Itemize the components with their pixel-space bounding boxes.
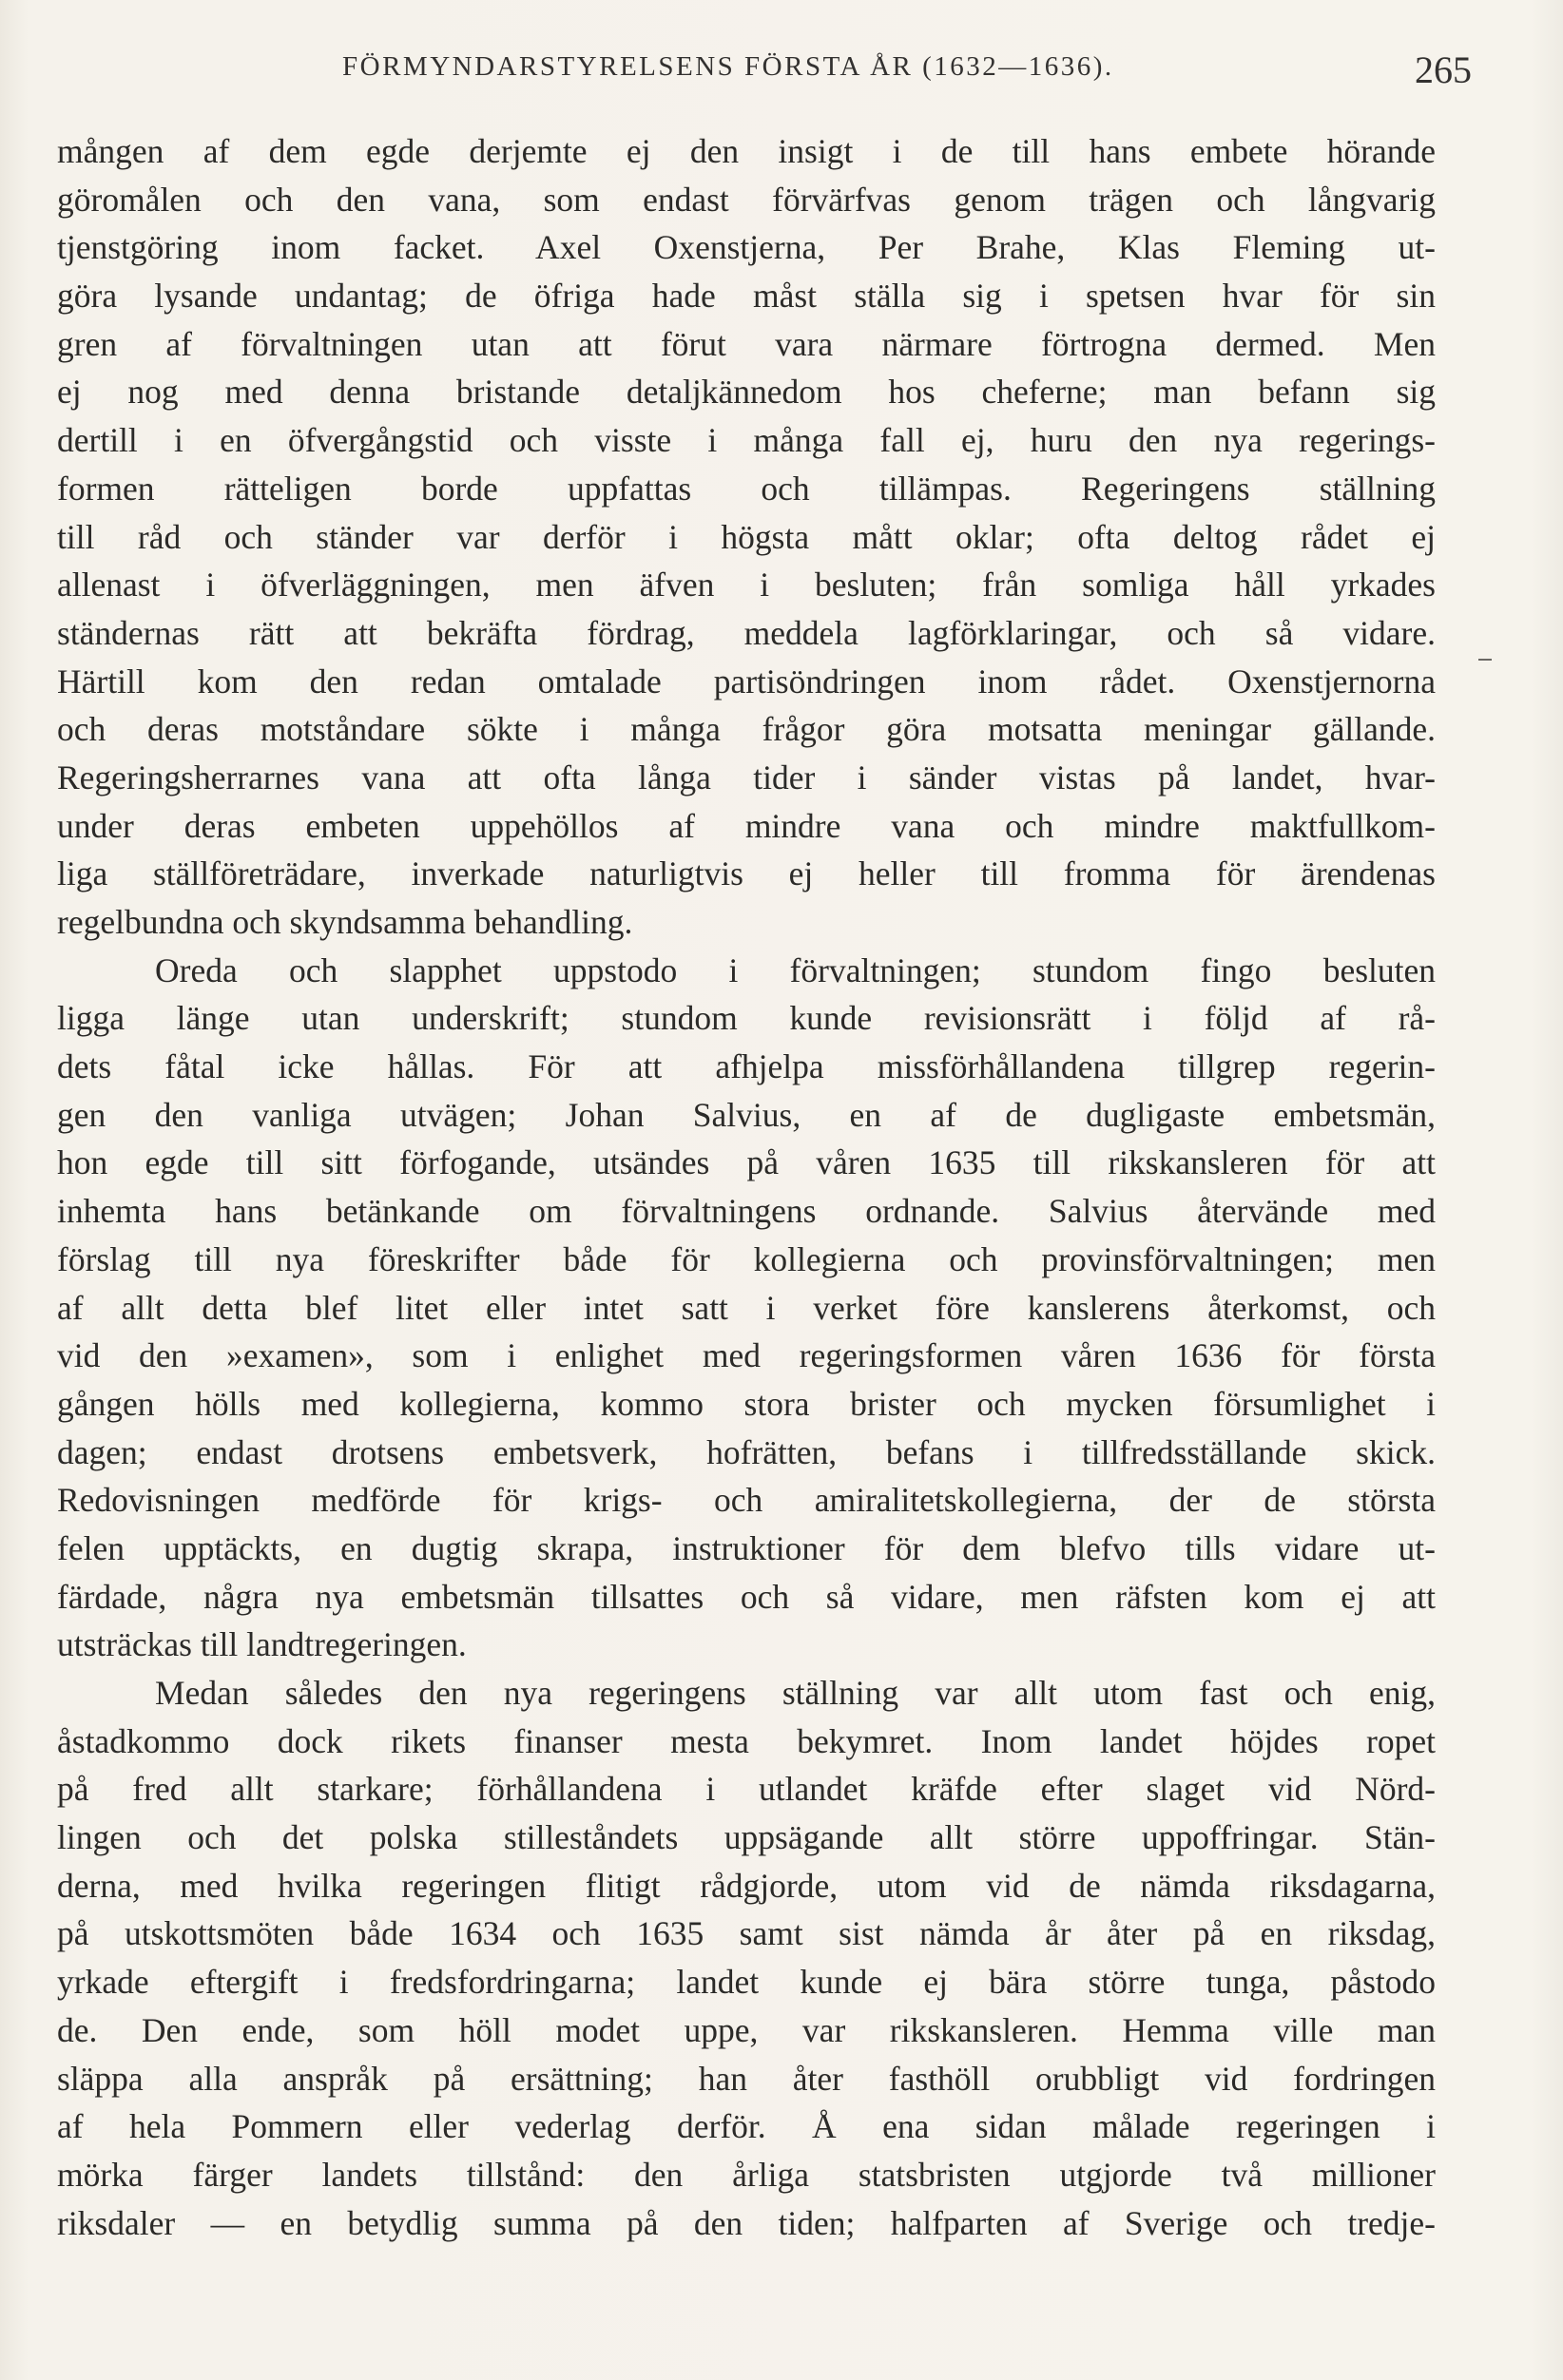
text-line: under deras embeten uppehöllos af mindre vana och mindre maktfullkom- [57, 806, 1436, 845]
paragraph-start-line: Medan således den nya regeringens ställning var allt utom fast och enig, [155, 1674, 1436, 1712]
text-line: på fred allt starkare; förhållandena i utlandet kräfde efter slaget vid Nörd- [57, 1770, 1436, 1809]
text-line: felen upptäckts, en dugtig skrapa, instruktioner för dem blefvo tills vidare ut- [57, 1528, 1436, 1567]
page-number: 265 [1415, 48, 1472, 91]
text-line: Härtill kom den redan omtalade partisöndringen inom rådet. Oxenstjernorna [57, 662, 1436, 701]
text-line: färdade, några nya embetsmän tillsattes och så vidare, men räfsten kom ej att [57, 1577, 1436, 1616]
text-line: gren af förvaltningen utan att förut vara närmare förtrogna dermed. Men [57, 324, 1436, 363]
paragraph-start-line: Oreda och slapphet uppstodo i förvaltningen; stundom fingo besluten [155, 950, 1436, 989]
text-line: mörka färger landets tillstånd: den årliga statsbristen utgjorde två millioner [57, 2155, 1436, 2194]
text-line: gången hölls med kollegierna, kommo stora brister och mycken försumlighet i [57, 1384, 1436, 1423]
body-text [57, 127, 1436, 2247]
text-line: göra lysande undantag; de öfriga hade måst ställa sig i spetsen hvar för sin [57, 277, 1436, 316]
text-line: af allt detta blef litet eller intet satt i verket före kanslerens återkomst, och [57, 1288, 1436, 1327]
text-line: ligga länge utan underskrift; stundom kunde revisionsrätt i följd af rå- [57, 999, 1436, 1038]
text-line: mången af dem egde derjemte ej den insigt i de till hans embete hörande [57, 132, 1436, 170]
text-line: Regeringsherrarnes vana att ofta långa tider i sänder vistas på landet, hvar- [57, 758, 1436, 797]
text-line: liga ställföreträdare, inverkade naturligtvis ej heller till fromma för ärendenas [57, 854, 1436, 893]
text-line: ständernas rätt att bekräfta fördrag, meddela lagförklaringar, och så vidare. [57, 613, 1436, 652]
text-line: göromålen och den vana, som endast förvärfvas genom trägen och långvarig [57, 180, 1436, 219]
text-line: dagen; endast drotsens embetsverk, hofrätten, befans i tillfredsställande skick. [57, 1432, 1436, 1471]
text-line: förslag till nya föreskrifter både för kollegierna och provinsförvaltningen; men [57, 1239, 1436, 1278]
text-line: riksdaler — en betydlig summa på den tiden; halfparten af Sverige och tredje- [57, 2203, 1436, 2242]
text-line: släppa alla anspråk på ersättning; han åter fasthöll orubbligt vid fordringen [57, 2059, 1436, 2098]
text-line: inhemta hans betänkande om förvaltningens ordnande. Salvius återvände med [57, 1192, 1436, 1231]
text-line: Redovisningen medförde för krigs- och amiralitetskollegierna, der de största [57, 1481, 1436, 1520]
text-line: formen rätteligen borde uppfattas och tillämpas. Regeringens ställning [57, 469, 1436, 508]
text-line: dertill i en öfvergångstid och visste i många fall ej, huru den nya regerings- [57, 421, 1436, 460]
margin-mark [1478, 659, 1492, 661]
text-line: derna, med hvilka regeringen flitigt rådgjorde, utom vid de nämda riksdagarna, [57, 1866, 1436, 1905]
running-title: FÖRMYNDARSTYRELSENS FÖRSTA ÅR (1632—1636). [342, 51, 1114, 82]
text-line: af hela Pommern eller vederlag derför. Å ena sidan målade regeringen i [57, 2107, 1436, 2146]
text-line: yrkade eftergift i fredsfordringarna; landet kunde ej bära större tunga, påstodo [57, 1963, 1436, 2002]
text-line: lingen och det polska stilleståndets uppsägande allt större uppoffringar. Stän- [57, 1818, 1436, 1857]
text-line: på utskottsmöten både 1634 och 1635 samt sist nämda år åter på en riksdag, [57, 1914, 1436, 1953]
text-line: till råd och ständer var derför i högsta mått oklar; ofta deltog rådet ej [57, 517, 1436, 556]
paragraph-end-line: utsträckas till landtregeringen. [57, 1625, 467, 1664]
paragraph-end-line: regelbundna och skyndsamma behandling. [57, 903, 633, 941]
text-line: och deras motståndare sökte i många frågor göra motsatta meningar gällande. [57, 710, 1436, 749]
text-line: de. Den ende, som höll modet uppe, var rikskansleren. Hemma ville man [57, 2010, 1436, 2049]
text-line: dets fåtal icke hållas. För att afhjelpa missförhållandena tillgrep regerin- [57, 1047, 1436, 1086]
text-line: ej nog med denna bristande detaljkännedom hos cheferne; man befann sig [57, 373, 1436, 412]
text-line: åstadkommo dock rikets finanser mesta bekymret. Inom landet höjdes ropet [57, 1721, 1436, 1760]
text-line: allenast i öfverläggningen, men äfven i besluten; från somliga håll yrkades [57, 566, 1436, 605]
text-line: tjenstgöring inom facket. Axel Oxenstjerna, Per Brahe, Klas Fleming ut- [57, 228, 1436, 267]
text-line: gen den vanliga utvägen; Johan Salvius, en af de dugligaste embetsmän, [57, 1095, 1436, 1134]
text-line: vid den »examen», som i enlighet med regeringsformen våren 1636 för första [57, 1336, 1436, 1375]
text-line: hon egde till sitt förfogande, utsändes på våren 1635 till rikskansleren för att [57, 1143, 1436, 1182]
